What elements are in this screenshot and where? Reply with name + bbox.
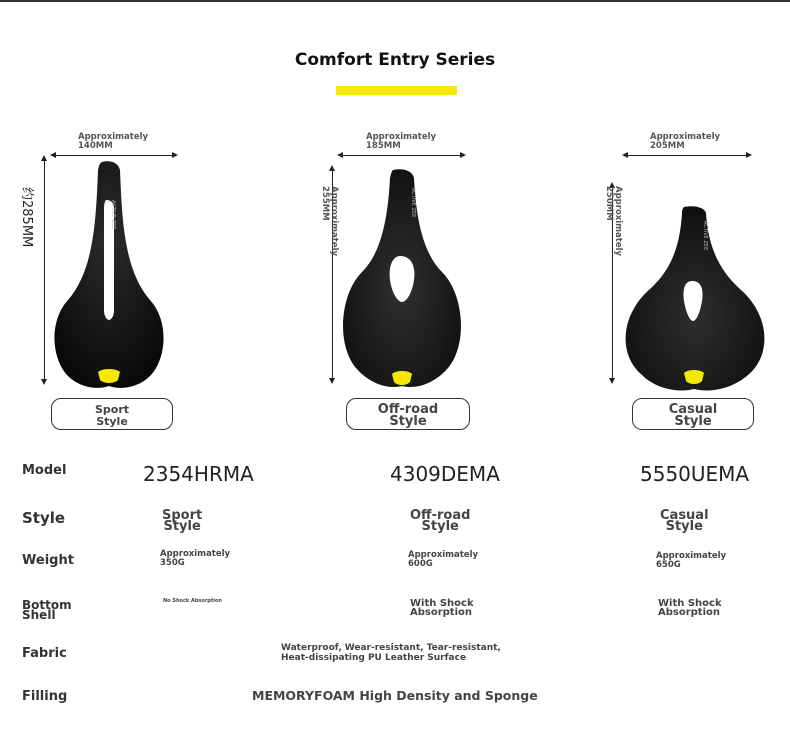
width-label-1: Approximately 140MM bbox=[78, 132, 149, 151]
length-label-2: Approximately 255MM bbox=[320, 186, 339, 257]
title-accent-bar bbox=[336, 86, 457, 95]
row-label-filling: Filling bbox=[22, 689, 68, 704]
width-arrow-3 bbox=[625, 155, 749, 156]
filling-value: MEMORYFOAM High Density and Sponge bbox=[252, 688, 538, 703]
row-label-weight: Weight bbox=[22, 553, 74, 568]
bottom-shell-value-2: With Shock Absorption bbox=[410, 598, 474, 618]
length-arrow-1 bbox=[44, 158, 45, 382]
style-value-2: Off-road Style bbox=[410, 508, 471, 534]
width-arrow-2 bbox=[340, 155, 463, 156]
weight-value-2: Approximately 600G bbox=[408, 550, 479, 569]
model-value-1: 2354HRMA bbox=[143, 462, 254, 486]
style-badge-label-1: Sport Style bbox=[94, 403, 130, 428]
style-badge-label-3: Casual Style bbox=[668, 402, 718, 429]
bottom-shell-value-1: No Shock Absorption bbox=[163, 598, 222, 604]
style-badge-2 bbox=[346, 398, 470, 430]
width-label-2: Approximately 185MM bbox=[366, 132, 437, 151]
top-border bbox=[0, 0, 790, 2]
length-label-3: Approximately 250MM bbox=[604, 186, 623, 257]
length-label-1: 约285MM bbox=[19, 187, 34, 248]
bottom-shell-value-3: With Shock Absorption bbox=[658, 598, 722, 618]
row-label-model: Model bbox=[22, 463, 67, 478]
style-value-3: Casual Style bbox=[660, 508, 709, 534]
style-badge-label-2: Off-road Style bbox=[377, 402, 439, 429]
width-label-3: Approximately 205MM bbox=[650, 132, 721, 151]
row-label-fabric: Fabric bbox=[22, 646, 67, 661]
saddle-brand-text-2: ACTIVE ZEE bbox=[410, 188, 416, 218]
fabric-value: Waterproof, Wear-resistant, Tear-resistant, Heat-dissipating PU Leather Surface bbox=[281, 643, 501, 663]
width-arrow-1 bbox=[53, 155, 175, 156]
saddle-brand-text-3: ACTIVE ZEE bbox=[702, 221, 708, 251]
weight-value-1: Approximately 350G bbox=[160, 549, 231, 568]
page-title: Comfort Entry Series bbox=[294, 50, 496, 70]
model-value-3: 5550UEMA bbox=[640, 462, 750, 486]
style-badge-1 bbox=[51, 398, 173, 430]
saddle-image-sport bbox=[50, 160, 168, 392]
style-value-1: Sport Style bbox=[162, 508, 203, 534]
model-value-2: 4309DEMA bbox=[390, 462, 500, 486]
row-label-bottom-shell: Bottom Shell bbox=[22, 598, 72, 622]
saddle-image-casual bbox=[622, 205, 768, 393]
saddle-image-offroad bbox=[338, 168, 466, 390]
row-label-style: Style bbox=[22, 509, 66, 527]
style-badge-3 bbox=[632, 398, 754, 430]
saddle-brand-text-1: ACTIVE ZEE bbox=[110, 200, 116, 230]
weight-value-3: Approximately 650G bbox=[656, 551, 727, 570]
